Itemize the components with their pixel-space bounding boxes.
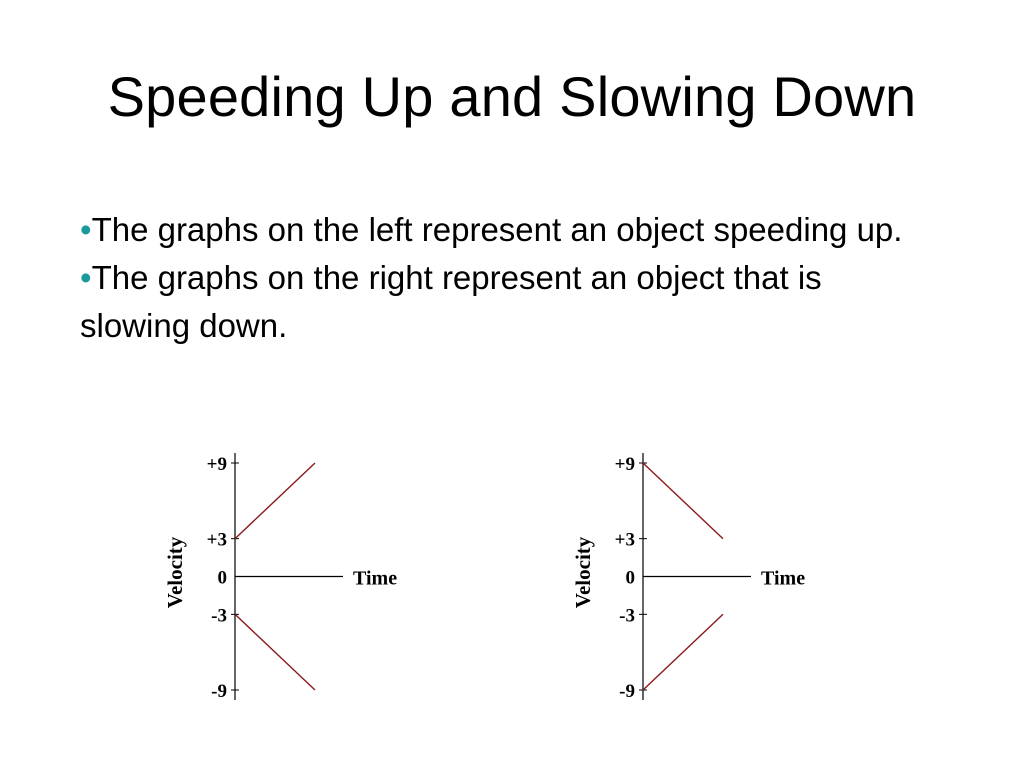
x-axis-title: Time <box>353 567 398 590</box>
y-tick-label: -3 <box>619 605 635 627</box>
series-line <box>643 463 723 539</box>
y-tick-label: 0 <box>625 567 635 589</box>
bullet-item <box>80 206 940 254</box>
bullet-text: The graphs on the left represent an object speeding up. <box>91 211 903 248</box>
y-tick-label: +3 <box>614 529 635 551</box>
y-tick-label: -9 <box>619 681 635 702</box>
y-tick-label: +9 <box>614 454 635 475</box>
series-line <box>235 614 315 690</box>
velocity-chart-slowing-down <box>558 425 838 715</box>
y-axis-title: Velocity <box>163 536 187 609</box>
bullet-item <box>80 254 940 350</box>
y-tick-label: 0 <box>217 567 227 589</box>
velocity-chart-speeding-up <box>150 425 430 715</box>
y-tick-label: -9 <box>211 681 227 702</box>
series-line <box>235 463 315 539</box>
bullet-text: The graphs on the right represent an object that is slowing down. <box>80 259 822 344</box>
y-tick-label: -3 <box>211 605 227 627</box>
y-tick-label: +3 <box>206 529 227 551</box>
bullet-dot-icon: • <box>80 211 92 248</box>
bullet-list <box>80 206 940 350</box>
y-tick-label: +9 <box>206 454 227 475</box>
bullet-dot-icon: • <box>80 259 92 296</box>
series-line <box>643 614 723 690</box>
slide-title: Speeding Up and Slowing Down <box>107 65 917 128</box>
x-axis-title: Time <box>761 567 806 590</box>
y-axis-title: Velocity <box>571 536 595 609</box>
